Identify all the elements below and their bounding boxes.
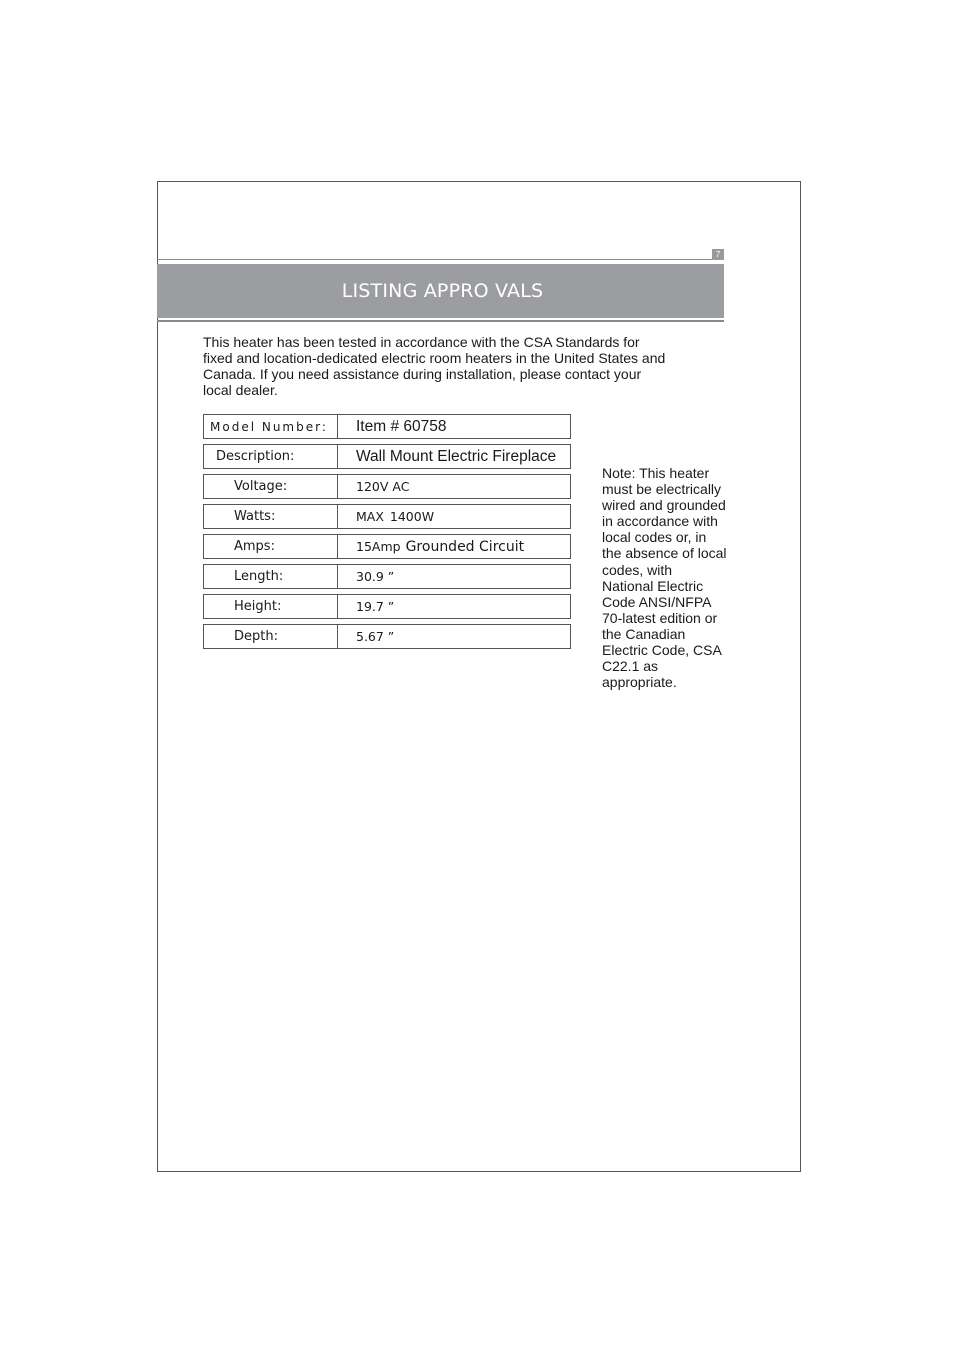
spec-value: 120V AC <box>356 479 410 494</box>
spec-value: Item # 60758 <box>356 417 447 435</box>
spec-label: Amps: <box>204 535 338 558</box>
spec-label: Model Number: <box>204 415 338 438</box>
spec-label: Length: <box>204 565 338 588</box>
spec-label: Height: <box>204 595 338 618</box>
section-banner <box>157 264 724 318</box>
spec-row-amps <box>203 534 571 559</box>
intro-paragraph: This heater has been tested in accordance with the CSA Standards for fixed and location-dedicated electric room heaters in the United States and Canada. If you need assistance during installation, please contact your local dealer. <box>203 334 666 398</box>
spec-value: 5.67 ” <box>356 629 395 644</box>
spec-row-height <box>203 594 571 619</box>
spec-value-prefix: MAX <box>356 509 384 524</box>
spec-row-model-number <box>203 414 571 439</box>
spec-value: 30.9 ” <box>356 569 395 584</box>
spec-value <box>338 535 570 558</box>
wiring-note: Note: This heater must be electrically wired and grounded in accordance with local codes or, in the absence of local codes, with National Electric Code ANSI/NFPA 70-latest edition or the Canadian Electric Code, CSA C22.1 as appropriate. <box>602 465 727 691</box>
spec-row-length <box>203 564 571 589</box>
spec-value: Wall Mount Electric Fireplace <box>356 447 557 465</box>
spec-value <box>338 505 570 528</box>
spec-row-voltage <box>203 474 571 499</box>
spec-row-depth <box>203 624 571 649</box>
spec-row-description <box>203 444 571 469</box>
spec-label: Depth: <box>204 625 338 648</box>
spec-value-prefix: 15Amp <box>356 539 401 554</box>
spec-value-main: Grounded Circuit <box>405 538 525 555</box>
spec-row-watts <box>203 504 571 529</box>
header-rule-top <box>157 259 724 260</box>
header-rule-bottom <box>157 320 724 322</box>
spec-value-main: 1400W <box>389 509 435 524</box>
spec-label: Description: <box>204 445 338 468</box>
spec-label: Watts: <box>204 505 338 528</box>
section-title: LISTING APPRO VALS <box>341 280 544 302</box>
spec-table <box>203 414 571 654</box>
spec-value: 19.7 ” <box>356 599 395 614</box>
page-number: 7 <box>712 249 724 260</box>
spec-label: Voltage: <box>204 475 338 498</box>
